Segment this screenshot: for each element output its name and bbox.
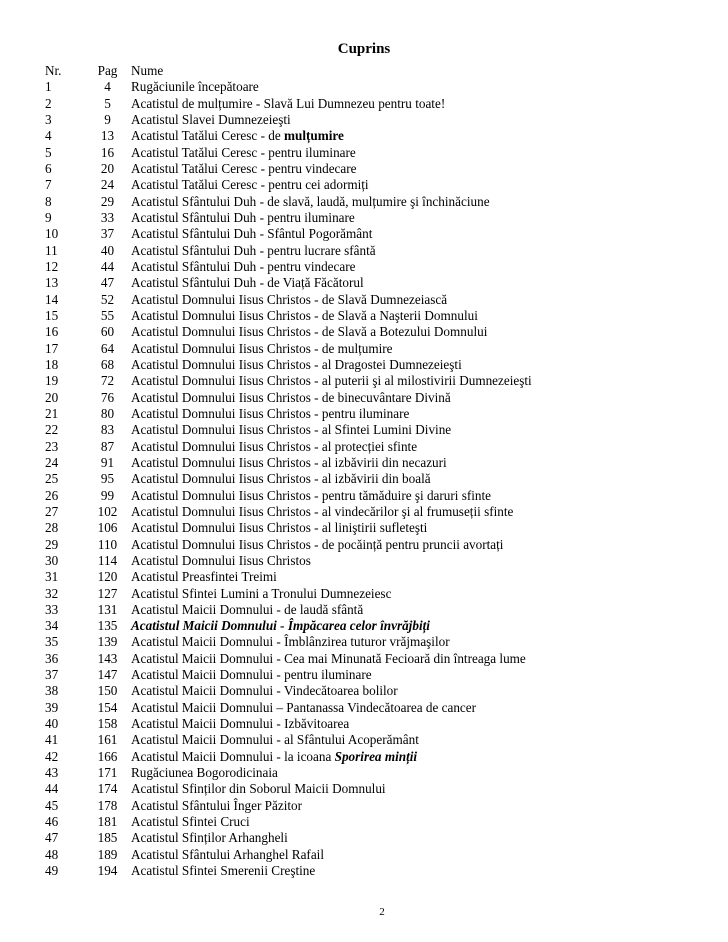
row-title: [131, 145, 356, 161]
row-page: 68: [100, 356, 115, 372]
toc-row: [45, 128, 715, 144]
row-number: 32: [45, 585, 59, 601]
row-title-part: Acatistul Tatălui Ceresc - pentru cei adormiți: [131, 177, 369, 193]
row-number: 2: [45, 95, 52, 111]
row-title: [131, 324, 487, 340]
row-title: [131, 422, 451, 438]
row-page: 178: [97, 797, 118, 813]
row-page: 174: [97, 781, 118, 797]
table-of-contents: [45, 63, 715, 879]
row-number: 39: [45, 699, 59, 715]
row-number: 1: [45, 79, 52, 95]
row-title-part: Acatistul Domnului Iisus Christos - al izbăvirii din necazuri: [131, 454, 447, 470]
toc-row: [45, 471, 715, 487]
row-title: [131, 161, 357, 177]
toc-row: [45, 96, 715, 112]
toc-row: [45, 308, 715, 324]
row-page: 147: [97, 667, 118, 683]
row-title-part: Acatistul Domnului Iisus Christos - al vindecărilor şi al frumuseții sfinte: [131, 503, 514, 519]
toc-row: [45, 667, 715, 683]
row-page: 47: [100, 275, 115, 291]
row-page: 40: [100, 242, 115, 258]
row-title-part: Rugăciunea Bogorodicinaia: [131, 765, 278, 781]
row-title-part: Acatistul Domnului Iisus Christos: [131, 552, 311, 568]
row-page: 135: [97, 618, 118, 634]
row-page: 150: [97, 683, 118, 699]
toc-row: [45, 259, 715, 275]
row-page: 161: [97, 732, 118, 748]
row-title: [131, 390, 451, 406]
row-title-part: Acatistul Domnului Iisus Christos - al protecției sfinte: [131, 438, 418, 454]
row-number: 7: [45, 177, 52, 193]
toc-row: [45, 586, 715, 602]
row-title: [131, 569, 277, 585]
row-page: 95: [100, 471, 115, 487]
row-title: [131, 471, 431, 487]
row-title: [131, 259, 356, 275]
page-footer: [0, 905, 728, 919]
row-number: 46: [45, 814, 59, 830]
row-page: 13: [100, 128, 115, 144]
row-page: 171: [97, 765, 118, 781]
toc-header-row: [45, 63, 715, 79]
row-page: 44: [100, 258, 115, 274]
row-page: 80: [100, 405, 115, 421]
row-number: 22: [45, 422, 59, 438]
toc-row: [45, 275, 715, 291]
title-text: Cuprins: [337, 41, 391, 57]
row-title: [131, 667, 372, 683]
row-title-part: Acatistul Domnului Iisus Christos - al liniştirii sufleteşti: [131, 520, 428, 536]
toc-row: [45, 847, 715, 863]
toc-row: [45, 145, 715, 161]
row-title: [131, 210, 355, 226]
row-number: 15: [45, 307, 59, 323]
toc-row: [45, 504, 715, 520]
row-title-part: Rugăciunile începătoare: [131, 79, 259, 95]
row-page: 20: [100, 160, 115, 176]
row-number: 34: [45, 618, 59, 634]
row-title-part: Acatistul Maicii Domnului - Cea mai Minunată Fecioară din întreaga lume: [131, 650, 526, 666]
row-number: 31: [45, 569, 59, 585]
row-number: 40: [45, 716, 59, 732]
row-title: [131, 798, 302, 814]
toc-row: [45, 683, 715, 699]
row-page: 181: [97, 814, 118, 830]
row-title-part: Acatistul Maicii Domnului – Pantanassa Vindecătoarea de cancer: [131, 699, 477, 715]
row-page: 91: [100, 454, 115, 470]
row-title-part: Acatistul Sfântului Duh - pentru lucrare sfântă: [131, 242, 376, 258]
row-title-part: Acatistul Slavei Dumnezeieşti: [131, 111, 291, 127]
toc-row: [45, 226, 715, 242]
row-title: [131, 651, 526, 667]
row-number: 29: [45, 536, 59, 552]
row-title-part: Acatistul Sfinților Arhangheli: [131, 830, 288, 846]
page-title: [0, 40, 728, 58]
row-page: 102: [97, 503, 118, 519]
row-title: [131, 634, 450, 650]
row-number: 24: [45, 454, 59, 470]
row-number: 13: [45, 275, 59, 291]
row-title: [131, 863, 315, 879]
row-page: 106: [97, 520, 118, 536]
toc-row: [45, 177, 715, 193]
row-page: 60: [100, 324, 115, 340]
row-page: 87: [100, 438, 115, 454]
row-page: 166: [97, 748, 118, 764]
toc-row: [45, 732, 715, 748]
toc-row: [45, 651, 715, 667]
toc-row: [45, 634, 715, 650]
row-number: 19: [45, 373, 59, 389]
row-number: 20: [45, 389, 59, 405]
row-page: 29: [100, 193, 115, 209]
row-title: [131, 112, 291, 128]
row-page: 83: [100, 422, 115, 438]
row-title: [131, 226, 372, 242]
row-title: [131, 292, 447, 308]
row-number: 44: [45, 781, 59, 797]
row-title: [131, 765, 278, 781]
toc-row: [45, 243, 715, 259]
row-title-part: Acatistul Tatălui Ceresc - pentru vindecare: [131, 160, 357, 176]
toc-row: [45, 814, 715, 830]
toc-row: [45, 569, 715, 585]
row-title-part: Acatistul Sfântului Duh - de Viață Făcătorul: [131, 275, 364, 291]
toc-row: [45, 602, 715, 618]
toc-row: [45, 488, 715, 504]
toc-row: [45, 537, 715, 553]
row-title: [131, 618, 430, 634]
row-number: 16: [45, 324, 59, 340]
row-number: 12: [45, 258, 59, 274]
toc-row: [45, 618, 715, 634]
row-title-part: Acatistul Maicii Domnului - pentru iluminare: [131, 667, 372, 683]
toc-row: [45, 749, 715, 765]
row-title: [131, 504, 513, 520]
row-number: 41: [45, 732, 59, 748]
row-page: 120: [97, 569, 118, 585]
row-title: [131, 243, 376, 259]
row-title-part: Acatistul Domnului Iisus Christos - al izbăvirii din boală: [131, 471, 431, 487]
row-page: 5: [104, 95, 111, 111]
row-title: [131, 455, 447, 471]
row-title: [131, 683, 398, 699]
row-page: 131: [97, 601, 118, 617]
toc-row: [45, 390, 715, 406]
row-title-part: Acatistul Domnului Iisus Christos - al Dragostei Dumnezeieşti: [131, 356, 462, 372]
row-title: [131, 814, 250, 830]
row-number: 49: [45, 863, 59, 879]
row-title: [131, 732, 419, 748]
row-page: 185: [97, 830, 118, 846]
row-title-part: Acatistul Domnului Iisus Christos - de Slavă Dumnezeiască: [131, 291, 448, 307]
toc-row: [45, 781, 715, 797]
toc-row: [45, 357, 715, 373]
row-page: 64: [100, 340, 115, 356]
row-number: 11: [45, 242, 58, 258]
row-number: 17: [45, 340, 59, 356]
toc-row: [45, 830, 715, 846]
row-title: [131, 716, 349, 732]
toc-row: [45, 765, 715, 781]
header-pag: Pag: [97, 63, 118, 78]
row-number: 9: [45, 209, 52, 225]
row-number: 43: [45, 765, 59, 781]
row-title: [131, 488, 491, 504]
row-title: [131, 308, 478, 324]
row-title-part: Acatistul Domnului Iisus Christos - de mulțumire: [131, 340, 393, 356]
row-page: 37: [100, 226, 115, 242]
row-page: 194: [97, 863, 118, 879]
row-title: [131, 341, 393, 357]
row-page: 52: [100, 291, 115, 307]
row-page: 72: [100, 373, 115, 389]
row-page: 76: [100, 389, 115, 405]
toc-row: [45, 161, 715, 177]
row-number: 26: [45, 487, 59, 503]
toc-row: [45, 553, 715, 569]
row-title-part: Acatistul Sfântului Duh - pentru iluminare: [131, 209, 355, 225]
row-number: 3: [45, 111, 52, 127]
row-title-part: Acatistul Maicii Domnului - Împăcarea celor învrăjbiți: [131, 618, 430, 634]
row-number: 27: [45, 503, 59, 519]
page-number: 2: [379, 906, 385, 918]
row-number: 8: [45, 193, 52, 209]
row-page: 154: [97, 699, 118, 715]
row-page: 110: [97, 536, 118, 552]
row-title-part: Acatistul Sfântului Înger Păzitor: [131, 797, 303, 813]
row-title-part: Acatistul Sfinților din Soborul Maicii Domnului: [131, 781, 386, 797]
row-title-part: Acatistul Maicii Domnului - la icoana: [131, 748, 335, 764]
row-title-part: Acatistul Maicii Domnului - al Sfântului Acoperământ: [131, 732, 419, 748]
row-title-part: Acatistul Sfântului Duh - pentru vindecare: [131, 258, 356, 274]
row-title: [131, 275, 364, 291]
header-nr: Nr.: [45, 63, 62, 78]
row-title: [131, 847, 324, 863]
row-page: 158: [97, 716, 118, 732]
row-title-part: Sporirea minții: [334, 748, 418, 764]
row-title-part: Acatistul Tatălui Ceresc - de: [131, 128, 285, 144]
toc-row: [45, 716, 715, 732]
row-number: 23: [45, 438, 59, 454]
row-number: 48: [45, 846, 59, 862]
toc-row: [45, 798, 715, 814]
row-title: [131, 749, 417, 765]
row-number: 37: [45, 667, 59, 683]
row-number: 28: [45, 520, 59, 536]
row-title: [131, 406, 409, 422]
row-title: [131, 373, 532, 389]
row-title-part: Acatistul Domnului Iisus Christos - al Sfintei Lumini Divine: [131, 422, 452, 438]
toc-row: [45, 439, 715, 455]
row-number: 4: [45, 128, 52, 144]
row-title: [131, 602, 363, 618]
row-page: 139: [97, 634, 118, 650]
row-title-part: Acatistul Domnului Iisus Christos - al puterii şi al milostivirii Dumnezeieşti: [131, 373, 532, 389]
row-title-part: Acatistul Maicii Domnului - de laudă sfântă: [131, 601, 364, 617]
row-title-part: Acatistul Domnului Iisus Christos - de pocăință pentru pruncii avortați: [131, 536, 504, 552]
row-title: [131, 781, 386, 797]
toc-row: [45, 863, 715, 879]
row-title-part: Acatistul Tatălui Ceresc - pentru iluminare: [131, 144, 356, 160]
row-title: [131, 79, 259, 95]
row-number: 14: [45, 291, 59, 307]
row-title-part: Acatistul Maicii Domnului - Izbăvitoarea: [131, 716, 350, 732]
row-title-part: Acatistul Sfântului Duh - Sfântul Pogorământ: [131, 226, 373, 242]
toc-row: [45, 700, 715, 716]
toc-row: [45, 292, 715, 308]
row-title-part: Acatistul Maicii Domnului - Vindecătoarea bolilor: [131, 683, 398, 699]
row-number: 25: [45, 471, 59, 487]
row-number: 33: [45, 601, 59, 617]
row-title-part: Acatistul de mulțumire - Slavă Lui Dumnezeu pentru toate!: [131, 95, 446, 111]
row-number: 42: [45, 748, 59, 764]
row-title: [131, 537, 503, 553]
toc-row: [45, 455, 715, 471]
row-title-part: Acatistul Domnului Iisus Christos - pentru iluminare: [131, 405, 410, 421]
row-title-part: Acatistul Maicii Domnului - Îmblânzirea tuturor vrăjmaşilor: [131, 634, 450, 650]
row-title-part: Acatistul Sfântului Arhanghel Rafail: [131, 846, 325, 862]
row-title-part: Acatistul Domnului Iisus Christos - de binecuvântare Divină: [131, 389, 451, 405]
row-number: 18: [45, 356, 59, 372]
row-title: [131, 586, 391, 602]
row-title-part: Acatistul Sfintei Lumini a Tronului Dumnezeiesc: [131, 585, 392, 601]
row-page: 55: [100, 307, 115, 323]
row-page: 114: [97, 552, 118, 568]
row-title: [131, 96, 445, 112]
toc-row: [45, 112, 715, 128]
row-page: 99: [100, 487, 115, 503]
row-title: [131, 830, 288, 846]
row-number: 45: [45, 797, 59, 813]
toc-row: [45, 194, 715, 210]
row-page: 143: [97, 650, 118, 666]
row-number: 30: [45, 552, 59, 568]
row-title-part: mulțumire: [284, 128, 344, 144]
row-title: [131, 439, 417, 455]
row-number: 6: [45, 160, 52, 176]
row-number: 35: [45, 634, 59, 650]
toc-row: [45, 79, 715, 95]
toc-row: [45, 341, 715, 357]
row-title: [131, 520, 427, 536]
row-page: 9: [104, 111, 111, 127]
row-page: 189: [97, 846, 118, 862]
row-number: 38: [45, 683, 59, 699]
row-title-part: Acatistul Sfintei Smerenii Creştine: [131, 863, 316, 879]
toc-row: [45, 210, 715, 226]
row-title: [131, 194, 490, 210]
header-name: Nume: [131, 63, 164, 78]
toc-row: [45, 422, 715, 438]
row-number: 5: [45, 144, 52, 160]
row-number: 36: [45, 650, 59, 666]
toc-row: [45, 406, 715, 422]
row-title-part: Acatistul Preasfintei Treimi: [131, 569, 277, 585]
row-title-part: Acatistul Sfântului Duh - de slavă, laudă, mulțumire şi închinăciune: [131, 193, 490, 209]
row-page: 33: [100, 209, 115, 225]
row-number: 10: [45, 226, 59, 242]
row-title-part: Acatistul Sfintei Cruci: [131, 814, 250, 830]
toc-row: [45, 324, 715, 340]
row-title: [131, 553, 311, 569]
row-title: [131, 177, 369, 193]
row-page: 4: [104, 79, 111, 95]
row-number: 21: [45, 405, 59, 421]
row-page: 127: [97, 585, 118, 601]
row-title: [131, 128, 344, 144]
row-page: 24: [100, 177, 115, 193]
row-title-part: Acatistul Domnului Iisus Christos - de Slavă a Naşterii Domnului: [131, 307, 478, 323]
row-page: 16: [100, 144, 115, 160]
toc-row: [45, 373, 715, 389]
row-title-part: Acatistul Domnului Iisus Christos - de Slavă a Botezului Domnului: [131, 324, 488, 340]
row-number: 47: [45, 830, 59, 846]
row-title-part: Acatistul Domnului Iisus Christos - pentru tămăduire şi daruri sfinte: [131, 487, 492, 503]
toc-row: [45, 520, 715, 536]
row-title: [131, 700, 476, 716]
row-title: [131, 357, 462, 373]
